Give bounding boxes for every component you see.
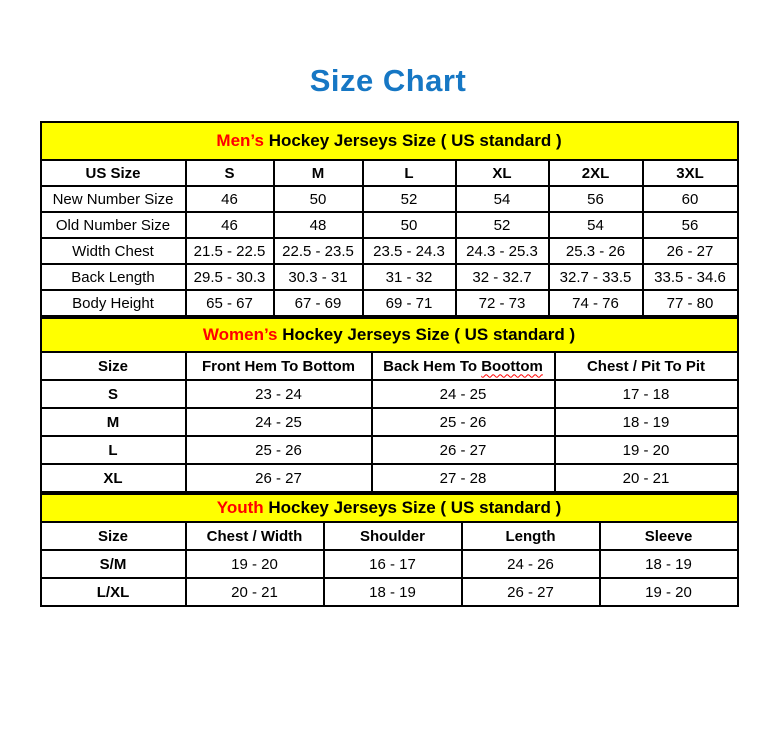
table-cell: 56 [549, 186, 643, 212]
back-hem-prefix: Back Hem To [383, 357, 482, 375]
mens-header-row [41, 160, 738, 186]
mens-col-header: 3XL [643, 160, 738, 186]
table-cell: 20 - 21 [555, 464, 738, 492]
table-cell: 25.3 - 26 [549, 238, 643, 264]
mens-size-table [40, 121, 739, 317]
table-cell: 18 - 19 [324, 578, 462, 606]
mens-word: Men’s [216, 131, 264, 150]
womens-header-row [41, 352, 738, 380]
youth-band-row [41, 494, 738, 522]
mens-band-rest: Hockey Jerseys Size ( US standard ) [263, 131, 562, 150]
table-row [41, 578, 738, 606]
womens-word: Women’s [202, 325, 278, 344]
table-cell: 46 [186, 212, 274, 238]
misspelled-word: Boottom [481, 357, 543, 375]
table-row [41, 238, 738, 264]
row-label: XL [41, 464, 186, 492]
table-row [41, 408, 738, 436]
table-row [41, 264, 738, 290]
womens-col-header: Chest / Pit To Pit [555, 352, 738, 380]
table-row [41, 186, 738, 212]
youth-header-row [41, 522, 738, 550]
row-label: L [41, 436, 186, 464]
table-row [41, 436, 738, 464]
womens-col-header: Size [41, 352, 186, 380]
mens-col-header: US Size [41, 160, 186, 186]
table-row [41, 550, 738, 578]
table-cell: 32 - 32.7 [456, 264, 549, 290]
row-label: Old Number Size [41, 212, 186, 238]
womens-col-header-back [372, 352, 555, 380]
table-cell: 23 - 24 [186, 380, 372, 408]
table-cell: 24 - 26 [462, 550, 600, 578]
table-cell: 25 - 26 [372, 408, 555, 436]
table-cell: 69 - 71 [363, 290, 456, 316]
row-label: Width Chest [41, 238, 186, 264]
size-chart-tables [40, 121, 737, 607]
table-row [41, 464, 738, 492]
womens-band-row [41, 318, 738, 352]
table-cell: 19 - 20 [600, 578, 738, 606]
table-row [41, 290, 738, 316]
table-cell: 72 - 73 [456, 290, 549, 316]
mens-col-header: L [363, 160, 456, 186]
youth-section-title [41, 494, 738, 522]
table-cell: 18 - 19 [600, 550, 738, 578]
row-label: L/XL [41, 578, 186, 606]
womens-section-title [41, 318, 738, 352]
table-cell: 26 - 27 [643, 238, 738, 264]
table-cell: 65 - 67 [186, 290, 274, 316]
table-cell: 46 [186, 186, 274, 212]
table-cell: 21.5 - 22.5 [186, 238, 274, 264]
table-cell: 26 - 27 [186, 464, 372, 492]
table-cell: 29.5 - 30.3 [186, 264, 274, 290]
table-cell: 24.3 - 25.3 [456, 238, 549, 264]
page-title: Size Chart [309, 63, 467, 98]
youth-size-table [40, 493, 739, 607]
mens-section-title [41, 122, 738, 160]
row-label: Body Height [41, 290, 186, 316]
table-cell: 50 [274, 186, 363, 212]
womens-band-rest: Hockey Jerseys Size ( US standard ) [277, 325, 576, 344]
row-label: S [41, 380, 186, 408]
mens-col-header: S [186, 160, 274, 186]
table-cell: 30.3 - 31 [274, 264, 363, 290]
table-cell: 33.5 - 34.6 [643, 264, 738, 290]
table-cell: 20 - 21 [186, 578, 324, 606]
table-cell: 26 - 27 [462, 578, 600, 606]
youth-col-header: Sleeve [600, 522, 738, 550]
table-cell: 18 - 19 [555, 408, 738, 436]
table-cell: 67 - 69 [274, 290, 363, 316]
table-cell: 74 - 76 [549, 290, 643, 316]
youth-col-header: Shoulder [324, 522, 462, 550]
table-cell: 52 [363, 186, 456, 212]
table-row [41, 212, 738, 238]
table-cell: 24 - 25 [372, 380, 555, 408]
table-cell: 32.7 - 33.5 [549, 264, 643, 290]
mens-band-row [41, 122, 738, 160]
mens-col-header: M [274, 160, 363, 186]
table-cell: 60 [643, 186, 738, 212]
table-cell: 19 - 20 [555, 436, 738, 464]
youth-word: Youth [216, 498, 264, 517]
row-label: Back Length [41, 264, 186, 290]
table-cell: 17 - 18 [555, 380, 738, 408]
row-label: M [41, 408, 186, 436]
youth-col-header: Size [41, 522, 186, 550]
table-row [41, 380, 738, 408]
table-cell: 48 [274, 212, 363, 238]
row-label: New Number Size [41, 186, 186, 212]
table-cell: 25 - 26 [186, 436, 372, 464]
table-cell: 56 [643, 212, 738, 238]
table-cell: 52 [456, 212, 549, 238]
table-cell: 31 - 32 [363, 264, 456, 290]
row-label: S/M [41, 550, 186, 578]
mens-col-header: 2XL [549, 160, 643, 186]
womens-size-table [40, 317, 739, 493]
mens-col-header: XL [456, 160, 549, 186]
table-cell: 24 - 25 [186, 408, 372, 436]
table-cell: 26 - 27 [372, 436, 555, 464]
womens-col-header: Front Hem To Bottom [186, 352, 372, 380]
table-cell: 19 - 20 [186, 550, 324, 578]
table-cell: 23.5 - 24.3 [363, 238, 456, 264]
youth-col-header: Length [462, 522, 600, 550]
table-cell: 54 [456, 186, 549, 212]
table-cell: 77 - 80 [643, 290, 738, 316]
table-cell: 16 - 17 [324, 550, 462, 578]
table-cell: 27 - 28 [372, 464, 555, 492]
youth-band-rest: Hockey Jerseys Size ( US standard ) [263, 498, 562, 517]
table-cell: 54 [549, 212, 643, 238]
youth-col-header: Chest / Width [186, 522, 324, 550]
table-cell: 50 [363, 212, 456, 238]
table-cell: 22.5 - 23.5 [274, 238, 363, 264]
